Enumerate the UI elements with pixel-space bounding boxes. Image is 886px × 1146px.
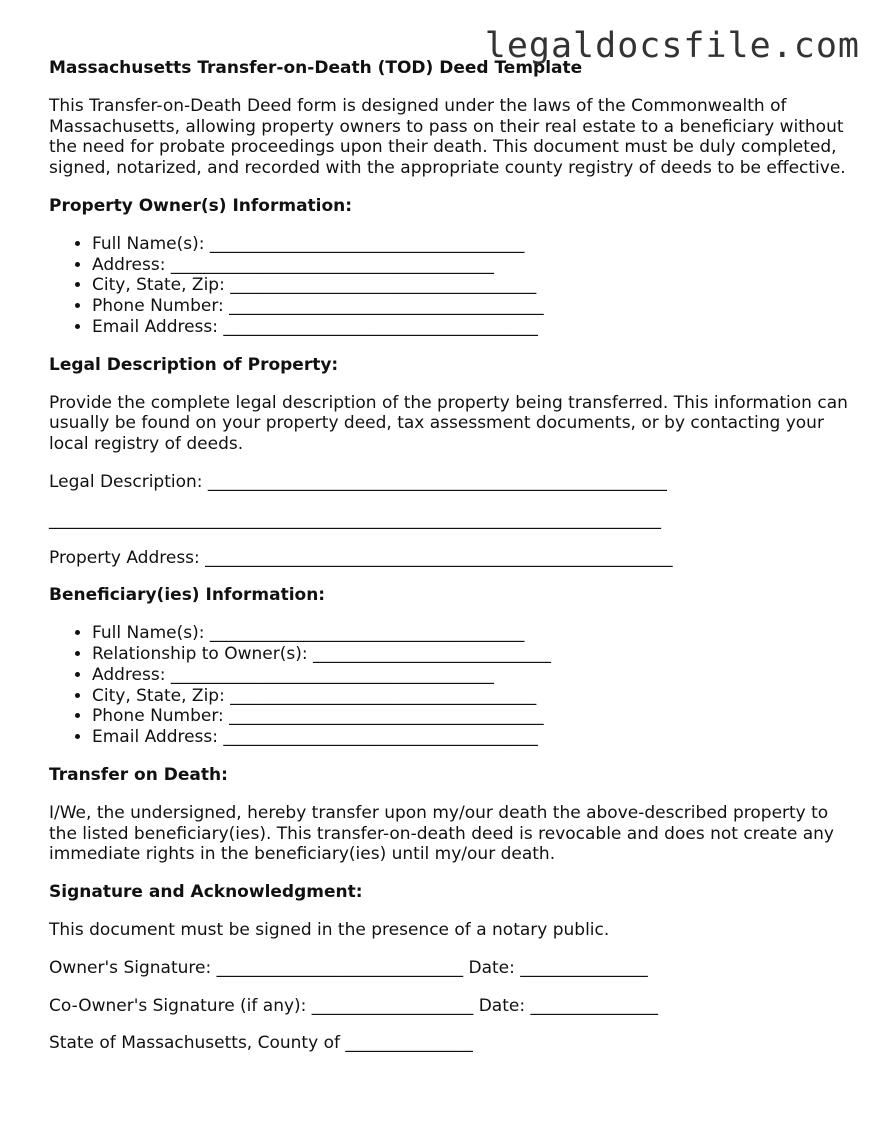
beneficiary-fields-list [49,623,849,748]
owner-signature-line: Owner's Signature: _____________________________ Date: _______________ [49,957,648,978]
owner-city-state-zip-field: • City, State, Zip: ____________________________________ [92,275,849,296]
owner-address-field: • Address: ______________________________________ [92,255,849,276]
legal-instructions: Provide the complete legal description of the property being transferred. This information can usually be found on your property deed, tax assessment documents, or by contacting your local registry of deeds. [49,392,848,455]
transfer-paragraph: I/We, the undersigned, hereby transfer upon my/our death the above-described property to the listed beneficiary(ies). This transfer-on-death deed is revocable and does not create any immediate rights in the beneficiary(ies) until my/our death. [49,802,834,865]
beneficiary-phone-field: • Phone Number: _____________________________________ [92,706,849,727]
beneficiary-full-name-field: • Full Name(s): _____________________________________ [92,623,849,644]
county-line: State of Massachusetts, County of _______________ [49,1033,473,1054]
intro-paragraph: This Transfer-on-Death Deed form is designed under the laws of the Commonwealth of Massachusetts, allowing property owners to pass on their real estate to a beneficiary without the need for probate proceedings upon their death. This document must be duly completed, signed, notarized, and recorded with the appropriate county registry of deeds to be effective. [49,95,846,179]
document-body [49,58,849,1054]
owner-fields-list [49,234,849,338]
signature-section-heading: Signature and Acknowledgment: [49,882,363,903]
notary-requirement-text: This document must be signed in the presence of a notary public. [49,919,610,940]
owner-phone-field: • Phone Number: _____________________________________ [92,296,849,317]
watermark-logo-text: legaldocsfile.com [484,26,860,66]
transfer-section-heading: Transfer on Death: [49,764,228,785]
beneficiary-relationship-field: • Relationship to Owner(s): ____________________________ [92,644,849,665]
document-title: Massachusetts Transfer-on-Death (TOD) Deed Template [49,58,583,78]
beneficiary-address-field: • Address: ______________________________________ [92,665,849,686]
legal-description-continuation-line: ________________________________________________________________________ [49,509,661,530]
property-address-line: Property Address: _______________________________________________________ [49,547,673,568]
beneficiary-city-state-zip-field: • City, State, Zip: ____________________________________ [92,686,849,707]
coowner-signature-line: Co-Owner's Signature (if any): ___________________ Date: _______________ [49,995,658,1016]
owner-email-field: • Email Address: _____________________________________ [92,317,849,338]
beneficiary-email-field: • Email Address: _____________________________________ [92,727,849,748]
legal-description-line: Legal Description: ______________________________________________________ [49,471,667,492]
owner-full-name-field: • Full Name(s): _____________________________________ [92,234,849,255]
owner-section-heading: Property Owner(s) Information: [49,195,353,216]
legal-section-heading: Legal Description of Property: [49,354,339,375]
beneficiary-section-heading: Beneficiary(ies) Information: [49,585,326,606]
